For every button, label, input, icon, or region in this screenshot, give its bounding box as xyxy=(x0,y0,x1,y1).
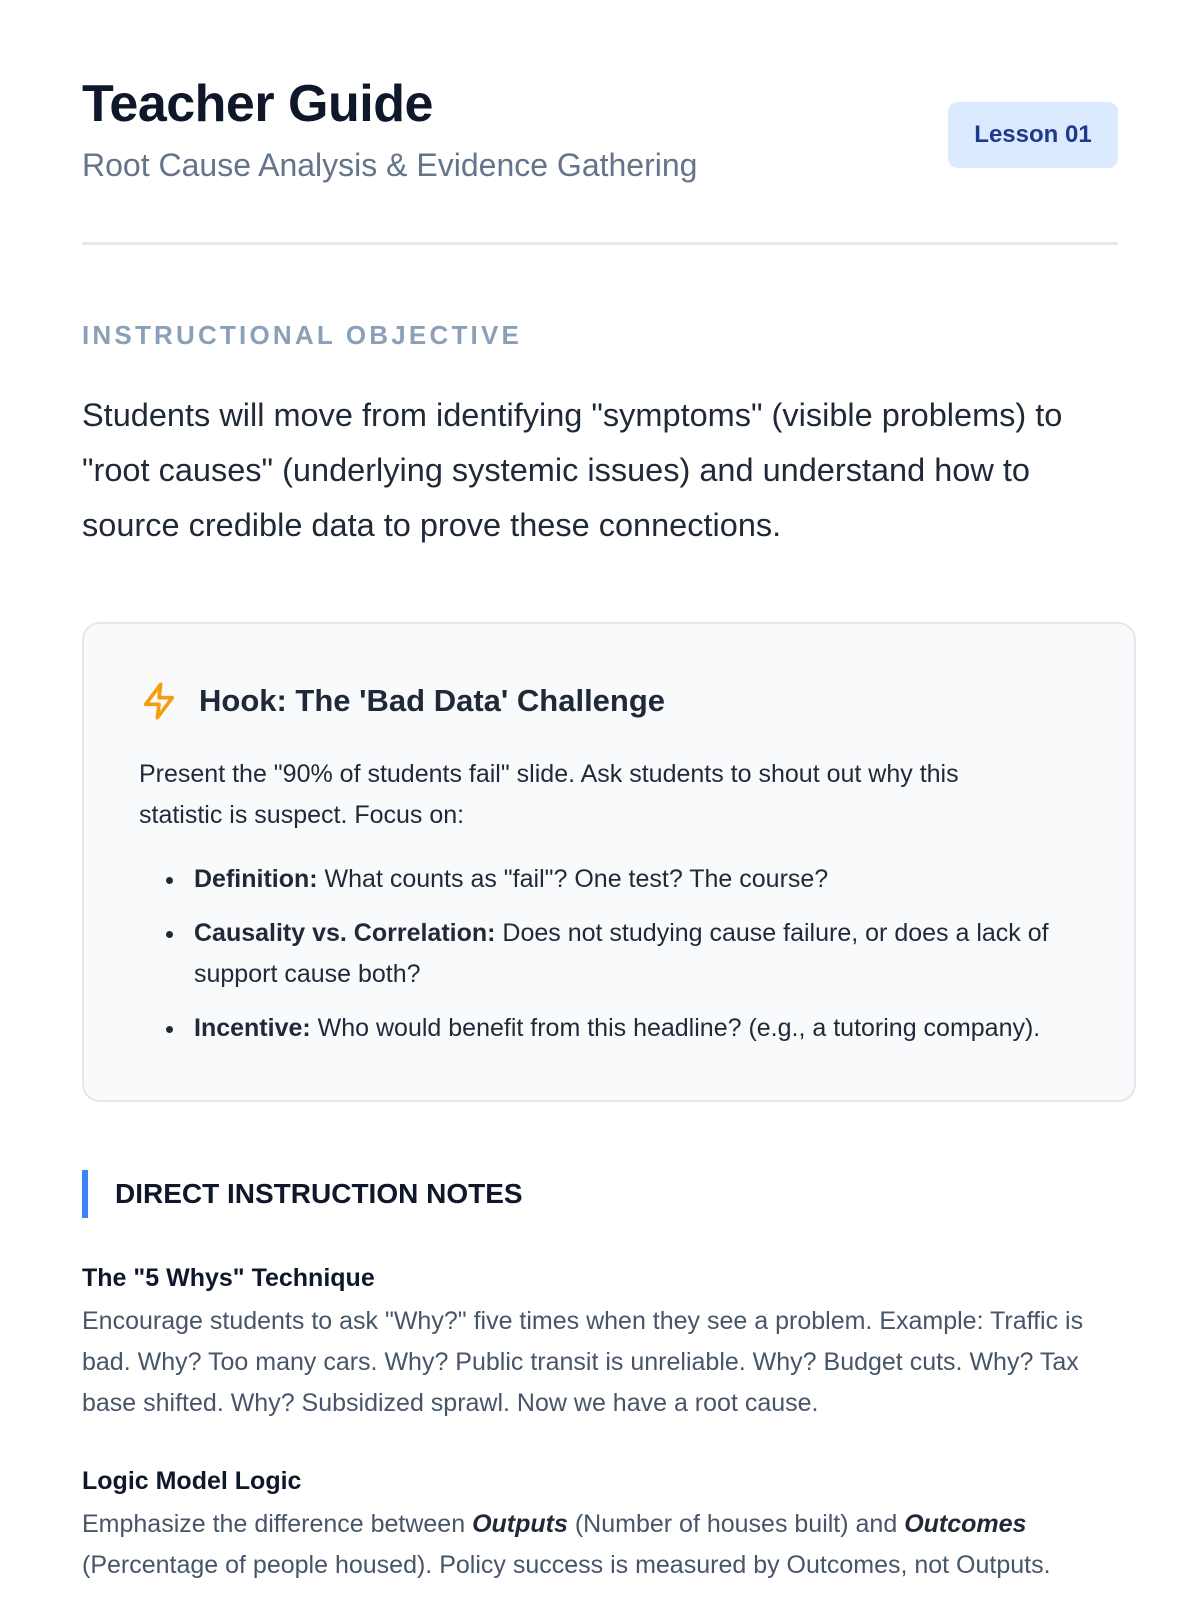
hook-title: Hook: The 'Bad Data' Challenge xyxy=(199,683,666,718)
list-item-term: Incentive: xyxy=(194,1014,311,1042)
hook-intro: Present the "90% of students fail" slide. Ask students to shout out why this statistic is suspect. Focus on: xyxy=(139,760,959,829)
note-body-mid: (Number of houses built) and xyxy=(567,1509,905,1538)
hook-card xyxy=(82,622,1136,1102)
page-header xyxy=(82,0,1118,245)
list-item-text: Does not studying cause failure, or does a lack of support cause both? xyxy=(194,919,1049,988)
list-item-text: Who would benefit from this headline? (e.g., a tutoring company). xyxy=(310,1014,1041,1042)
direct-instruction-label: DIRECT INSTRUCTION NOTES xyxy=(115,1178,523,1209)
list-item xyxy=(139,913,1089,995)
hook-list xyxy=(139,859,1089,1062)
list-item-term: Definition: xyxy=(194,865,318,893)
list-item-text: What counts as "fail"? One test? The course? xyxy=(317,865,829,893)
lightning-icon xyxy=(139,681,179,721)
objective-label: INSTRUCTIONAL OBJECTIVE xyxy=(82,320,523,350)
list-item-term: Causality vs. Correlation: xyxy=(194,919,496,947)
note-title: Logic Model Logic xyxy=(82,1467,302,1495)
note-body xyxy=(82,1504,1132,1586)
note-title: The "5 Whys" Technique xyxy=(82,1264,375,1292)
list-item xyxy=(139,859,1089,900)
list-item xyxy=(139,1008,1089,1049)
note-body: Encourage students to ask "Why?" five times when they see a problem. Example: Traffic is bad. Why? Too many cars. Why? Public transit is unreliable. Why? Budget cuts. Why? Tax base shifted. Why? Subsidized sprawl. Now we have a root cause. xyxy=(82,1306,1084,1417)
emphasis-outcomes: Outcomes xyxy=(904,1509,1027,1538)
note-body-post: (Percentage of people housed). Policy success is measured by Outcomes, not Outputs. xyxy=(82,1550,1051,1579)
note-logic-model xyxy=(82,1465,1132,1586)
emphasis-outputs: Outputs xyxy=(472,1509,568,1538)
objective-text: Students will move from identifying "symptoms" (visible problems) to "root causes" (underlying systemic issues) and understand how to source credible data to prove these connections. xyxy=(82,397,1063,543)
lesson-badge: Lesson 01 xyxy=(948,102,1118,168)
section-accent-bar xyxy=(82,1170,88,1218)
page-subtitle: Root Cause Analysis & Evidence Gathering xyxy=(82,147,698,183)
note-five-whys xyxy=(82,1262,1132,1424)
note-body-pre: Emphasize the difference between xyxy=(82,1509,473,1538)
page-title: Teacher Guide xyxy=(82,75,433,133)
